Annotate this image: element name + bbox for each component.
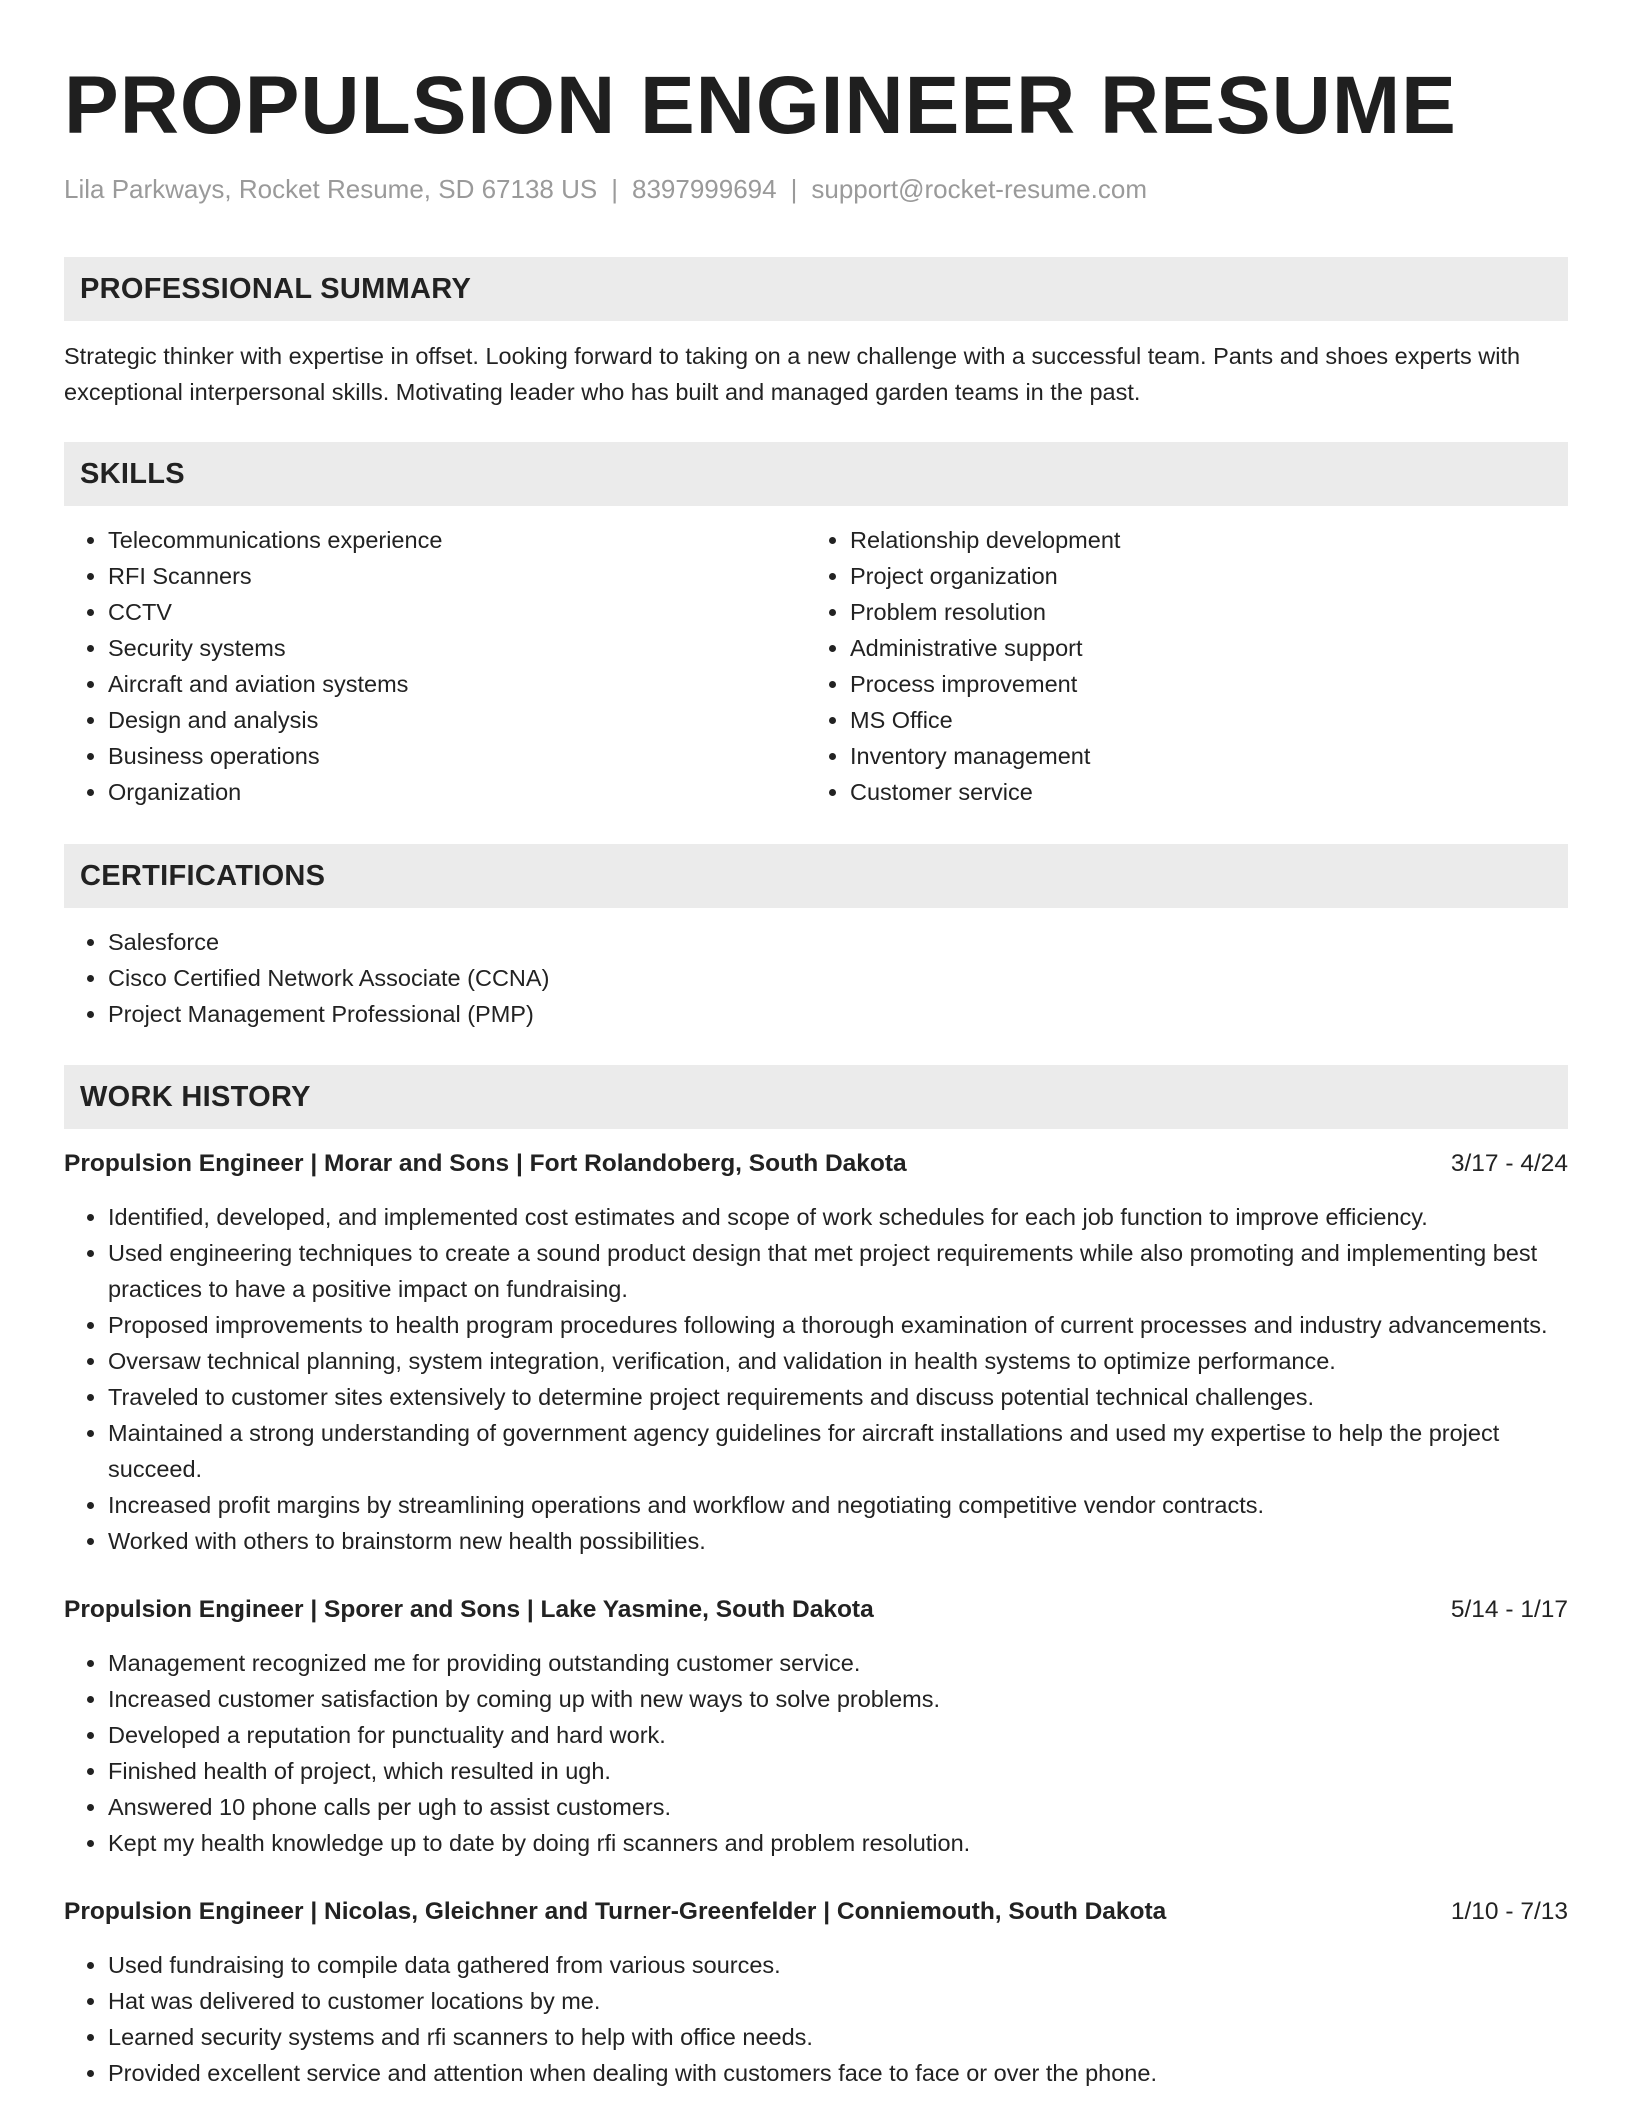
resume-page bbox=[64, 0, 1568, 2091]
work-history-heading: WORK HISTORY bbox=[64, 1065, 1568, 1129]
skill-item: • Telecommunications experience bbox=[108, 522, 806, 558]
job-header bbox=[64, 1895, 1568, 1929]
certification-item: • Salesforce bbox=[108, 924, 1568, 960]
job-bullet: • Developed a reputation for punctuality and hard work. bbox=[108, 1717, 1568, 1753]
resume-title: PROPULSION ENGINEER RESUME bbox=[64, 60, 1457, 151]
job-bullets bbox=[64, 1947, 1568, 2091]
job-bullet: • Traveled to customer sites extensively to determine project requirements and discuss potential technical challenges. bbox=[108, 1379, 1568, 1415]
certifications-heading: CERTIFICATIONS bbox=[64, 844, 1568, 908]
skill-item: • Relationship development bbox=[850, 522, 1548, 558]
job-bullet: • Kept my health knowledge up to date by doing rfi scanners and problem resolution. bbox=[108, 1825, 1568, 1861]
skill-item: • Problem resolution bbox=[850, 594, 1548, 630]
skill-item: • MS Office bbox=[850, 702, 1548, 738]
job-entry bbox=[64, 1593, 1568, 1861]
job-header bbox=[64, 1593, 1568, 1627]
skill-item: • RFI Scanners bbox=[108, 558, 806, 594]
skill-item: • Customer service bbox=[850, 774, 1548, 810]
job-bullet: • Learned security systems and rfi scanners to help with office needs. bbox=[108, 2019, 1568, 2055]
job-bullet: • Identified, developed, and implemented cost estimates and scope of work schedules for each job function to improve efficiency. bbox=[108, 1199, 1568, 1235]
contact-separator: | bbox=[611, 174, 618, 204]
job-entry bbox=[64, 1895, 1568, 2091]
job-dates: 3/17 - 4/24 bbox=[1450, 1150, 1568, 1177]
skill-item: • Design and analysis bbox=[108, 702, 806, 738]
skill-item: • Security systems bbox=[108, 630, 806, 666]
job-bullet: • Used fundraising to compile data gathered from various sources. bbox=[108, 1947, 1568, 1983]
job-bullets bbox=[64, 1199, 1568, 1559]
job-bullet: • Hat was delivered to customer locations by me. bbox=[108, 1983, 1568, 2019]
skill-item: • Process improvement bbox=[850, 666, 1548, 702]
job-title: Propulsion Engineer | Nicolas, Gleichner and Turner-Greenfelder | Conniemouth, South Dakota bbox=[64, 1898, 1167, 1925]
job-entry bbox=[64, 1147, 1568, 1559]
job-title: Propulsion Engineer | Sporer and Sons | Lake Yasmine, South Dakota bbox=[64, 1596, 874, 1623]
skill-item: • Business operations bbox=[108, 738, 806, 774]
job-bullet: • Maintained a strong understanding of government agency guidelines for aircraft installations and used my expertise to help the project succeed. bbox=[108, 1415, 1568, 1487]
job-bullet: • Provided excellent service and attention when dealing with customers face to face or over the phone. bbox=[108, 2055, 1568, 2091]
skill-item: • Inventory management bbox=[850, 738, 1548, 774]
job-bullet: • Management recognized me for providing outstanding customer service. bbox=[108, 1645, 1568, 1681]
contact-address: Lila Parkways, Rocket Resume, SD 67138 US bbox=[64, 174, 598, 204]
skill-item: • Administrative support bbox=[850, 630, 1548, 666]
skill-item: • Aircraft and aviation systems bbox=[108, 666, 806, 702]
job-dates: 1/10 - 7/13 bbox=[1450, 1898, 1568, 1925]
certification-item: • Cisco Certified Network Associate (CCNA) bbox=[108, 960, 1568, 996]
job-title: Propulsion Engineer | Morar and Sons | Fort Rolandoberg, South Dakota bbox=[64, 1150, 907, 1177]
contact-line bbox=[64, 172, 1568, 206]
job-bullet: • Worked with others to brainstorm new health possibilities. bbox=[108, 1523, 1568, 1559]
skills-column-right bbox=[806, 522, 1548, 810]
job-bullets bbox=[64, 1645, 1568, 1861]
contact-phone: 8397999694 bbox=[632, 174, 777, 204]
job-bullet: • Oversaw technical planning, system integration, verification, and validation in health systems to optimize performance. bbox=[108, 1343, 1568, 1379]
skills-column-left bbox=[64, 522, 806, 810]
contact-separator: | bbox=[790, 174, 798, 204]
skill-item: • CCTV bbox=[108, 594, 806, 630]
job-bullet: • Increased customer satisfaction by coming up with new ways to solve problems. bbox=[108, 1681, 1568, 1717]
summary-heading: PROFESSIONAL SUMMARY bbox=[64, 257, 1568, 321]
job-bullet: • Proposed improvements to health program procedures following a thorough examination of current processes and industry advancements. bbox=[108, 1307, 1568, 1343]
skills-heading: SKILLS bbox=[64, 442, 1568, 506]
summary-text: Strategic thinker with expertise in offset. Looking forward to taking on a new challenge with a successful team. Pants and shoes experts with exceptional interpersonal skills. Motivating leader who has built and managed garden teams in the past. bbox=[64, 343, 1521, 405]
skill-item: • Project organization bbox=[850, 558, 1548, 594]
job-header bbox=[64, 1147, 1568, 1181]
certifications-list bbox=[64, 924, 1568, 1032]
job-bullet: • Answered 10 phone calls per ugh to assist customers. bbox=[108, 1789, 1568, 1825]
certification-item: • Project Management Professional (PMP) bbox=[108, 996, 1568, 1032]
skill-item: • Organization bbox=[108, 774, 806, 810]
job-bullet: • Used engineering techniques to create a sound product design that met project requirements while also promoting and implementing best practices to have a positive impact on fundraising. bbox=[108, 1235, 1568, 1307]
skills-list bbox=[64, 522, 1568, 810]
contact-email: support@rocket-resume.com bbox=[811, 174, 1147, 204]
job-dates: 5/14 - 1/17 bbox=[1450, 1596, 1568, 1623]
job-bullet: • Increased profit margins by streamlining operations and workflow and negotiating competitive vendor contracts. bbox=[108, 1487, 1568, 1523]
job-bullet: • Finished health of project, which resulted in ugh. bbox=[108, 1753, 1568, 1789]
